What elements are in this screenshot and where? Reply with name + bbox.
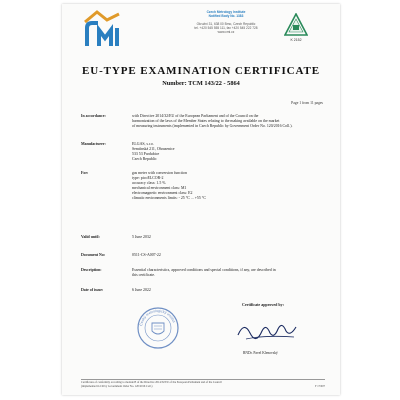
valid-until-label: Valid until: xyxy=(81,235,100,239)
valid-until-row xyxy=(81,235,325,241)
notified-body-triangle-icon xyxy=(284,13,308,37)
for-value xyxy=(132,171,324,201)
certificate-number: Number: TCM 143/22 - 5864 xyxy=(162,80,240,87)
page-info: Page 1 from 11 pages xyxy=(291,101,323,105)
date-of-issue-label: Date of issue: xyxy=(81,288,104,292)
manufacturer-line: 533 53 Pardubice xyxy=(132,152,160,156)
for-line: mechanical environment class: M1 xyxy=(132,186,187,190)
in-accordance-line: harmonization of the laws of the Member States relating to the making available on the market xyxy=(132,119,280,123)
manufacturer-line: Czech Republic xyxy=(132,157,157,161)
manufacturer-line: ELGAS, s.r.o. xyxy=(132,142,154,146)
footer xyxy=(81,381,325,388)
document-no-row xyxy=(81,253,325,259)
in-accordance-line: of measuring instruments (implemented in Czech Republic by Government Order No. 120/2016 Coll.). xyxy=(132,124,293,128)
issuer-web: www.cmi.cz xyxy=(217,30,235,35)
date-of-issue-row xyxy=(81,288,325,294)
notified-body-number: Notified Body No. 1383 xyxy=(208,14,244,19)
valid-until-value: 5 June 2032 xyxy=(132,235,151,239)
description-label: Description: xyxy=(81,268,102,272)
for-line: climatic environments limits: - 25 °C ... +55 °C xyxy=(132,196,206,200)
org-name: Czech Metrology Institute xyxy=(206,10,246,14)
footer-line: Certificates of conformity according to module B of the Directive 2014/32/EU of the European Parliament and of the Council xyxy=(81,381,222,384)
for-label: For: xyxy=(81,171,89,175)
document-no-value: 0511-CS-A007-22 xyxy=(132,253,161,257)
description-line: Essential characteristics, approved conditions and special conditions, if any, are described in xyxy=(132,268,276,272)
notified-body-label: K 2152 xyxy=(290,38,302,42)
signer-name: RNDr. Pavel Klenovský xyxy=(243,351,278,355)
manufacturer-row xyxy=(81,142,325,164)
document-no-label: Document No: xyxy=(81,253,106,257)
in-accordance-row xyxy=(81,114,325,130)
manufacturer-value xyxy=(132,142,324,162)
in-accordance-value xyxy=(132,114,324,129)
issuer-info xyxy=(179,10,273,34)
form-number: F 17/007 xyxy=(314,384,325,388)
description-row xyxy=(81,268,325,279)
official-stamp-icon xyxy=(136,306,180,350)
certificate-title: EU-TYPE EXAMINATION CERTIFICATE xyxy=(82,65,320,77)
for-line: electromagnetic environment class: E2 xyxy=(132,191,193,195)
in-accordance-label: In accordance: xyxy=(81,114,106,118)
date-of-issue-value: 6 June 2022 xyxy=(132,288,151,292)
approved-by-label: Certificate approved by: xyxy=(242,302,284,307)
description-line: this certificate. xyxy=(132,273,156,277)
manufacturer-label: Manufacturer: xyxy=(81,142,106,146)
manufacturer-line: Semtínská 211, Ohrazenice xyxy=(132,147,175,151)
for-row xyxy=(81,171,325,203)
stamp-text: Český metrologický institut xyxy=(139,308,176,327)
issuer-phone: tel. +420 545 555 111, fax +420 545 222 728 xyxy=(194,26,258,31)
description-value xyxy=(132,268,324,278)
cmi-logo-icon xyxy=(81,8,123,48)
footer-line: (implemented in CR by Government Order No. 120/2016 Coll.) xyxy=(81,384,153,388)
in-accordance-line: with Directive 2014/32/EU of the European Parliament and of the Council on the xyxy=(132,114,259,118)
footer-divider xyxy=(81,379,325,380)
certificate-page xyxy=(62,4,340,395)
issuer-address: Okružní 31, 638 00 Brno, Czech Republic xyxy=(196,22,256,27)
for-line: type: picoELCOR-2 xyxy=(132,176,164,180)
for-line: accuracy class: 1.5 % xyxy=(132,181,166,185)
signature-icon xyxy=(234,315,304,347)
for-line: gas meter with conversion function xyxy=(132,171,187,175)
